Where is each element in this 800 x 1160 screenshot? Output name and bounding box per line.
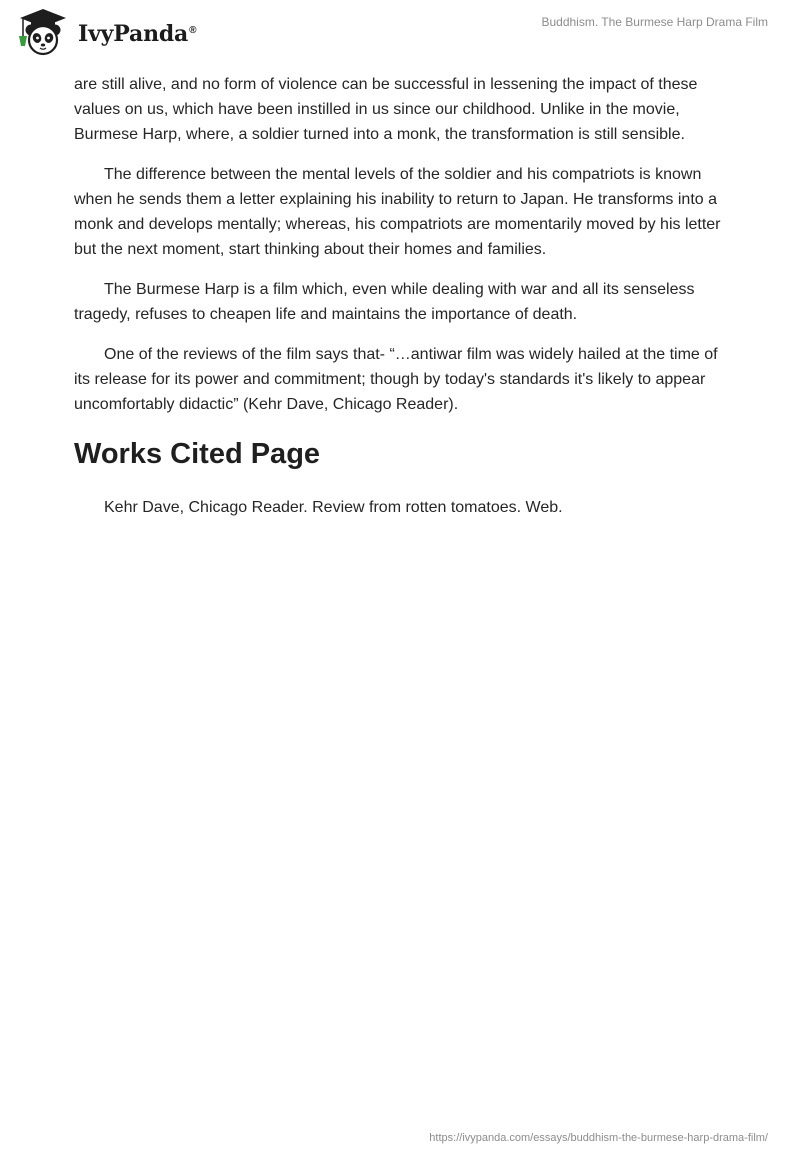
- paragraph-continuation: are still alive, and no form of violence can be successful in lessening the impact of these values on us, which have been instilled in us since our childhood. Unlike in the movie, Burmese Harp, where, a soldier turned into a monk, the transformation is still sensible.: [74, 76, 698, 143]
- page-header: [0, 0, 800, 70]
- paragraph: The difference between the mental levels of the soldier and his compatriots is known when he sends them a letter explaining his inability to return to Japan. He transforms into a monk and develops mentally; whereas, his compatriots are momentarily moved by his letter but the next moment, start thinking about their homes and families.: [74, 166, 721, 258]
- brand-name: IvyPanda®: [78, 21, 197, 47]
- works-cited-heading: Works Cited Page: [74, 438, 321, 470]
- citation-entry: Kehr Dave, Chicago Reader. Review from rotten tomatoes. Web.: [104, 499, 563, 516]
- paragraph: The Burmese Harp is a film which, even while dealing with war and all its senseless tragedy, refuses to cheapen life and maintains the importance of death.: [74, 281, 695, 323]
- essay-body: [74, 72, 734, 535]
- panda-graduate-icon: [14, 8, 72, 58]
- ivypanda-logo[interactable]: [14, 8, 196, 58]
- paragraph: One of the reviews of the film says that- “…antiwar film was widely hailed at the time of its release for its power and commitment; though by today's standards it's likely to appear uncomfortably didactic” (Kehr Dave, Chicago Reader).: [74, 346, 718, 413]
- source-url[interactable]: https://ivypanda.com/essays/buddhism-the-burmese-harp-drama-film/: [429, 1132, 768, 1144]
- registered-mark: ®: [189, 24, 197, 36]
- document-title: Buddhism. The Burmese Harp Drama Film: [541, 15, 768, 29]
